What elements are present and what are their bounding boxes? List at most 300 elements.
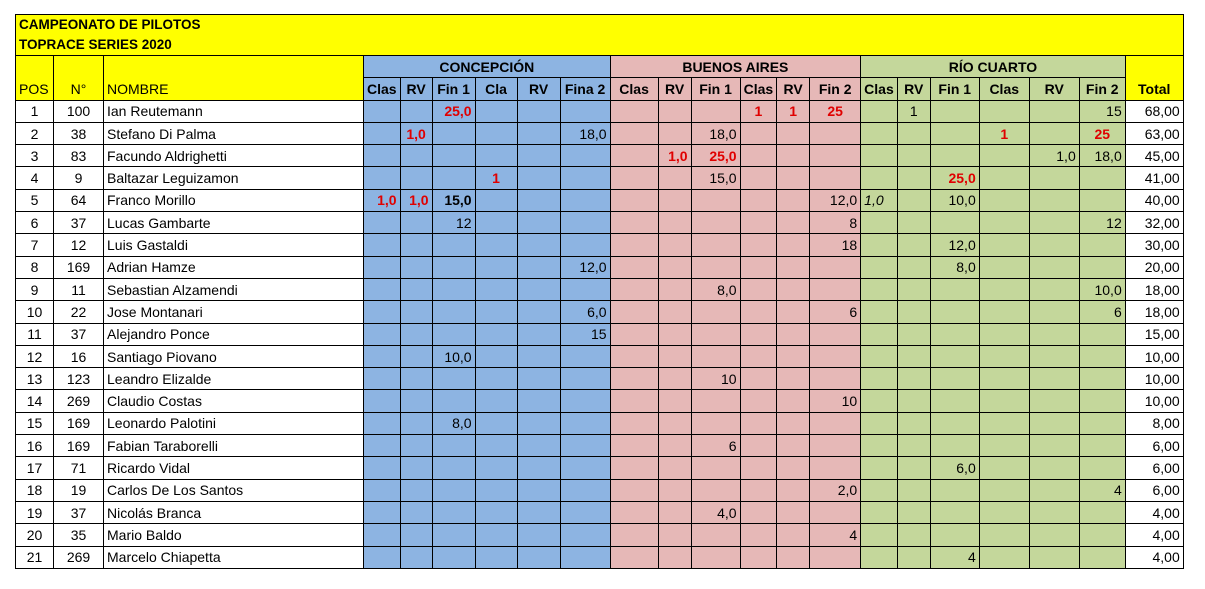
score-cell — [740, 167, 777, 189]
score-cell — [740, 412, 777, 434]
header-num: N° — [54, 78, 104, 100]
score-cell — [861, 278, 898, 300]
pos-cell: 17 — [16, 457, 54, 479]
score-cell — [610, 345, 658, 367]
score-cell — [610, 212, 658, 234]
score-cell — [658, 501, 691, 523]
score-cell — [364, 457, 401, 479]
score-cell — [691, 457, 740, 479]
score-cell — [475, 501, 517, 523]
score-cell — [777, 234, 810, 256]
score-cell: 1 — [979, 122, 1029, 144]
total-cell: 32,00 — [1125, 212, 1183, 234]
sheet-subtitle: TOPRACE SERIES 2020 — [16, 35, 1184, 56]
score-cell — [560, 145, 610, 167]
header-spacer — [16, 56, 54, 78]
score-cell — [1079, 412, 1125, 434]
score-cell — [560, 212, 610, 234]
score-cell — [740, 501, 777, 523]
score-cell — [897, 301, 930, 323]
score-cell — [400, 234, 432, 256]
number-cell: 100 — [54, 100, 104, 122]
score-cell — [432, 323, 475, 345]
score-cell: 25 — [810, 100, 861, 122]
score-cell — [1029, 167, 1079, 189]
total-cell: 10,00 — [1125, 368, 1183, 390]
score-cell: 8 — [810, 212, 861, 234]
total-cell: 8,00 — [1125, 412, 1183, 434]
pos-cell: 11 — [16, 323, 54, 345]
score-cell — [861, 524, 898, 546]
score-cell — [560, 390, 610, 412]
driver-name: Ricardo Vidal — [104, 457, 364, 479]
score-cell — [740, 301, 777, 323]
score-cell — [861, 100, 898, 122]
score-cell — [897, 278, 930, 300]
score-cell — [517, 457, 560, 479]
score-cell — [400, 368, 432, 390]
score-cell — [979, 301, 1029, 323]
score-cell — [861, 122, 898, 144]
score-cell — [610, 524, 658, 546]
score-cell: 1,0 — [1029, 145, 1079, 167]
score-cell — [861, 345, 898, 367]
number-cell: 71 — [54, 457, 104, 479]
score-cell — [861, 435, 898, 457]
score-cell — [691, 345, 740, 367]
number-cell: 35 — [54, 524, 104, 546]
score-cell — [610, 167, 658, 189]
score-cell — [861, 301, 898, 323]
score-cell — [930, 122, 979, 144]
table-row — [16, 479, 1184, 501]
score-cell — [897, 501, 930, 523]
score-cell — [658, 546, 691, 568]
score-cell — [777, 278, 810, 300]
score-cell — [658, 122, 691, 144]
score-cell — [364, 501, 401, 523]
table-row — [16, 368, 1184, 390]
total-cell: 10,00 — [1125, 390, 1183, 412]
score-cell — [610, 256, 658, 278]
score-cell — [475, 212, 517, 234]
score-cell — [897, 122, 930, 144]
score-cell — [810, 167, 861, 189]
score-cell — [517, 100, 560, 122]
score-cell — [364, 145, 401, 167]
score-cell — [930, 390, 979, 412]
score-cell — [777, 390, 810, 412]
score-cell — [432, 301, 475, 323]
score-cell — [1079, 457, 1125, 479]
score-cell — [897, 524, 930, 546]
header-name: NOMBRE — [104, 78, 364, 100]
score-cell — [475, 345, 517, 367]
score-cell — [777, 457, 810, 479]
score-cell — [979, 189, 1029, 211]
score-cell — [930, 345, 979, 367]
score-cell — [517, 435, 560, 457]
score-cell — [1029, 546, 1079, 568]
score-cell — [560, 167, 610, 189]
table-row — [16, 212, 1184, 234]
total-cell: 10,00 — [1125, 345, 1183, 367]
score-cell — [740, 524, 777, 546]
score-cell — [364, 390, 401, 412]
score-cell: 10,0 — [930, 189, 979, 211]
col-header: RV — [517, 78, 560, 100]
header-pos: POS — [16, 78, 54, 100]
pos-cell: 16 — [16, 435, 54, 457]
total-cell: 40,00 — [1125, 189, 1183, 211]
col-header: Fina 2 — [560, 78, 610, 100]
score-cell — [517, 345, 560, 367]
pos-cell: 20 — [16, 524, 54, 546]
pos-cell: 6 — [16, 212, 54, 234]
pos-cell: 14 — [16, 390, 54, 412]
driver-name: Franco Morillo — [104, 189, 364, 211]
score-cell — [517, 479, 560, 501]
score-cell — [610, 323, 658, 345]
score-cell — [432, 122, 475, 144]
score-cell — [979, 435, 1029, 457]
driver-name: Mario Baldo — [104, 524, 364, 546]
score-cell — [658, 457, 691, 479]
score-cell — [1029, 368, 1079, 390]
score-cell — [475, 524, 517, 546]
total-cell: 6,00 — [1125, 457, 1183, 479]
score-cell — [861, 167, 898, 189]
header-spacer — [54, 56, 104, 78]
score-cell — [740, 278, 777, 300]
score-cell: 4 — [1079, 479, 1125, 501]
score-cell — [610, 100, 658, 122]
score-cell: 12,0 — [560, 256, 610, 278]
score-cell: 18,0 — [691, 122, 740, 144]
score-cell — [861, 412, 898, 434]
score-cell: 10 — [810, 390, 861, 412]
score-cell: 12,0 — [810, 189, 861, 211]
score-cell: 25,0 — [432, 100, 475, 122]
score-cell: 8,0 — [432, 412, 475, 434]
score-cell — [475, 412, 517, 434]
score-cell — [979, 479, 1029, 501]
col-header: Fin 1 — [930, 78, 979, 100]
score-cell — [658, 412, 691, 434]
score-cell — [1029, 345, 1079, 367]
pos-cell: 4 — [16, 167, 54, 189]
score-cell — [979, 212, 1029, 234]
score-cell: 1,0 — [400, 189, 432, 211]
col-header: Fin 1 — [691, 78, 740, 100]
driver-name: Sebastian Alzamendi — [104, 278, 364, 300]
pos-cell: 2 — [16, 122, 54, 144]
score-cell — [432, 501, 475, 523]
score-cell — [475, 234, 517, 256]
score-cell — [658, 435, 691, 457]
pos-cell: 9 — [16, 278, 54, 300]
score-cell — [930, 368, 979, 390]
table-row — [16, 234, 1184, 256]
col-header: Fin 2 — [810, 78, 861, 100]
driver-name: Leandro Elizalde — [104, 368, 364, 390]
pos-cell: 18 — [16, 479, 54, 501]
score-cell — [560, 412, 610, 434]
score-cell: 18 — [810, 234, 861, 256]
score-cell — [861, 212, 898, 234]
score-cell — [691, 412, 740, 434]
score-cell — [861, 546, 898, 568]
table-row — [16, 167, 1184, 189]
score-cell — [610, 122, 658, 144]
number-cell: 9 — [54, 167, 104, 189]
score-cell — [400, 345, 432, 367]
score-cell — [658, 368, 691, 390]
score-cell — [475, 122, 517, 144]
score-cell — [777, 256, 810, 278]
number-cell: 269 — [54, 546, 104, 568]
score-cell — [897, 189, 930, 211]
driver-name: Adrian Hamze — [104, 256, 364, 278]
total-cell: 68,00 — [1125, 100, 1183, 122]
number-cell: 22 — [54, 301, 104, 323]
score-cell — [979, 145, 1029, 167]
score-cell — [810, 435, 861, 457]
score-cell — [560, 100, 610, 122]
score-cell — [777, 301, 810, 323]
score-cell: 18,0 — [1079, 145, 1125, 167]
score-cell — [897, 256, 930, 278]
score-cell — [432, 524, 475, 546]
driver-name: Marcelo Chiapetta — [104, 546, 364, 568]
score-cell — [560, 501, 610, 523]
score-cell — [400, 457, 432, 479]
score-cell — [777, 435, 810, 457]
score-cell — [897, 145, 930, 167]
score-cell — [1029, 323, 1079, 345]
table-row — [16, 390, 1184, 412]
event-concepcion: CONCEPCIÓN — [364, 56, 611, 78]
score-cell — [658, 323, 691, 345]
score-cell — [364, 546, 401, 568]
score-cell — [475, 457, 517, 479]
score-cell — [1029, 479, 1079, 501]
col-header: Fin 2 — [1079, 78, 1125, 100]
score-cell — [658, 189, 691, 211]
score-cell — [560, 435, 610, 457]
score-cell — [658, 167, 691, 189]
score-cell — [517, 167, 560, 189]
number-cell: 169 — [54, 435, 104, 457]
score-cell — [517, 546, 560, 568]
score-cell — [1029, 212, 1079, 234]
score-cell — [658, 524, 691, 546]
col-header: Clas — [861, 78, 898, 100]
score-cell — [610, 368, 658, 390]
score-cell — [740, 323, 777, 345]
score-cell — [610, 546, 658, 568]
score-cell — [432, 390, 475, 412]
number-cell: 83 — [54, 145, 104, 167]
score-cell — [400, 412, 432, 434]
score-cell — [1029, 256, 1079, 278]
score-cell — [517, 278, 560, 300]
score-cell — [610, 501, 658, 523]
score-cell — [1079, 524, 1125, 546]
score-cell — [810, 256, 861, 278]
score-cell — [400, 501, 432, 523]
score-cell — [930, 323, 979, 345]
score-cell: 12,0 — [930, 234, 979, 256]
score-cell — [810, 145, 861, 167]
score-cell — [897, 435, 930, 457]
table-row — [16, 457, 1184, 479]
score-cell — [777, 122, 810, 144]
score-cell — [610, 435, 658, 457]
table-row — [16, 524, 1184, 546]
number-cell: 38 — [54, 122, 104, 144]
score-cell — [777, 524, 810, 546]
score-cell — [364, 234, 401, 256]
col-header: Cla — [475, 78, 517, 100]
score-cell: 10,0 — [432, 345, 475, 367]
score-cell — [691, 524, 740, 546]
score-cell — [517, 145, 560, 167]
score-cell — [475, 301, 517, 323]
score-cell — [691, 479, 740, 501]
score-cell — [517, 256, 560, 278]
pos-cell: 1 — [16, 100, 54, 122]
score-cell — [517, 212, 560, 234]
score-cell — [560, 189, 610, 211]
score-cell — [1029, 412, 1079, 434]
score-cell — [658, 212, 691, 234]
col-header: RV — [897, 78, 930, 100]
score-cell: 25,0 — [691, 145, 740, 167]
score-cell — [979, 546, 1029, 568]
col-header: Clas — [610, 78, 658, 100]
score-cell — [432, 167, 475, 189]
number-cell: 269 — [54, 390, 104, 412]
score-cell — [777, 345, 810, 367]
pos-cell: 19 — [16, 501, 54, 523]
score-cell — [1029, 501, 1079, 523]
score-cell: 15 — [1079, 100, 1125, 122]
score-cell — [517, 412, 560, 434]
score-cell — [1029, 100, 1079, 122]
driver-name: Alejandro Ponce — [104, 323, 364, 345]
score-cell — [740, 256, 777, 278]
score-cell — [432, 457, 475, 479]
score-cell: 1 — [777, 100, 810, 122]
score-cell — [1079, 234, 1125, 256]
score-cell — [897, 323, 930, 345]
score-cell — [1029, 524, 1079, 546]
score-cell — [364, 435, 401, 457]
score-cell — [979, 368, 1029, 390]
pos-cell: 15 — [16, 412, 54, 434]
score-cell — [740, 189, 777, 211]
total-cell: 18,00 — [1125, 278, 1183, 300]
score-cell — [777, 546, 810, 568]
score-cell — [897, 212, 930, 234]
score-cell — [658, 278, 691, 300]
score-cell — [979, 167, 1029, 189]
score-cell: 1 — [740, 100, 777, 122]
score-cell — [400, 145, 432, 167]
score-cell: 4 — [810, 524, 861, 546]
score-cell — [1079, 435, 1125, 457]
score-cell — [432, 278, 475, 300]
score-cell — [691, 189, 740, 211]
driver-name: Carlos De Los Santos — [104, 479, 364, 501]
header-total: Total — [1125, 78, 1183, 100]
score-cell — [517, 390, 560, 412]
total-cell: 4,00 — [1125, 524, 1183, 546]
driver-name: Ian Reutemann — [104, 100, 364, 122]
score-cell — [400, 390, 432, 412]
score-cell: 8,0 — [930, 256, 979, 278]
score-cell: 10 — [691, 368, 740, 390]
score-cell — [740, 435, 777, 457]
score-cell — [740, 234, 777, 256]
score-cell — [658, 100, 691, 122]
pos-cell: 7 — [16, 234, 54, 256]
driver-name: Fabian Taraborelli — [104, 435, 364, 457]
col-header: RV — [1029, 78, 1079, 100]
score-cell — [691, 212, 740, 234]
pos-cell: 8 — [16, 256, 54, 278]
event-buenos-aires: BUENOS AIRES — [610, 56, 861, 78]
score-cell — [897, 390, 930, 412]
table-row — [16, 546, 1184, 568]
score-cell: 6 — [691, 435, 740, 457]
score-cell — [861, 368, 898, 390]
score-cell — [475, 189, 517, 211]
score-cell — [979, 256, 1029, 278]
score-cell — [1029, 189, 1079, 211]
score-cell — [610, 479, 658, 501]
score-cell: 8,0 — [691, 278, 740, 300]
number-cell: 169 — [54, 256, 104, 278]
pos-cell: 3 — [16, 145, 54, 167]
number-cell: 37 — [54, 323, 104, 345]
score-cell — [610, 278, 658, 300]
table-row — [16, 301, 1184, 323]
score-cell — [1029, 122, 1079, 144]
number-cell: 37 — [54, 212, 104, 234]
score-cell — [979, 457, 1029, 479]
score-cell — [740, 479, 777, 501]
score-cell — [740, 457, 777, 479]
score-cell — [930, 212, 979, 234]
score-cell — [1029, 278, 1079, 300]
header-spacer — [104, 56, 364, 78]
score-cell — [897, 412, 930, 434]
score-cell — [930, 301, 979, 323]
score-cell — [1079, 501, 1125, 523]
score-cell — [400, 167, 432, 189]
table-row — [16, 501, 1184, 523]
score-cell — [777, 412, 810, 434]
score-cell — [400, 278, 432, 300]
pos-cell: 21 — [16, 546, 54, 568]
total-cell: 18,00 — [1125, 301, 1183, 323]
score-cell — [475, 256, 517, 278]
score-cell — [658, 301, 691, 323]
score-cell — [1029, 435, 1079, 457]
score-cell — [475, 278, 517, 300]
